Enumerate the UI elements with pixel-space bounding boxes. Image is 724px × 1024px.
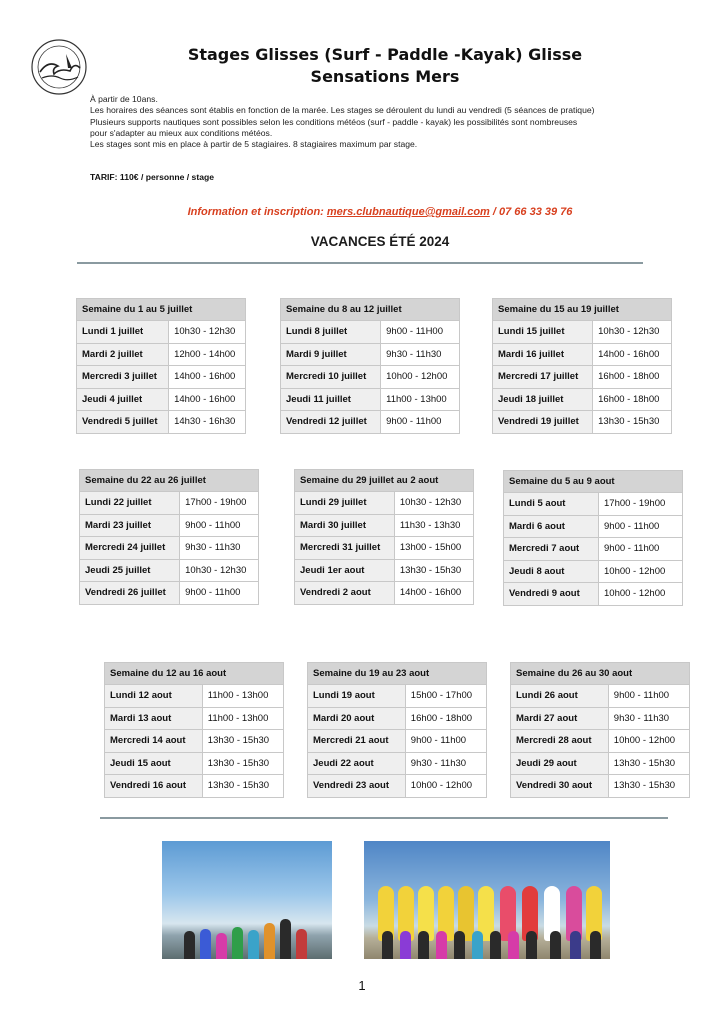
person-figure [400, 931, 411, 959]
day-cell: Vendredi 2 aout [295, 582, 395, 605]
table-row [80, 582, 259, 605]
table-row [493, 343, 672, 366]
week-title: Semaine du 12 au 16 aout [105, 663, 284, 685]
page-title [120, 44, 650, 88]
day-cell: Mercredi 21 aout [308, 730, 406, 753]
time-cell: 14h00 - 16h00 [169, 366, 246, 389]
table-row [511, 730, 690, 753]
person-figure [296, 929, 307, 959]
person-figure [454, 931, 465, 959]
time-cell: 16h00 - 18h00 [593, 388, 672, 411]
table-row [308, 685, 487, 708]
table-row [77, 411, 246, 434]
person-figure [264, 923, 275, 959]
week-title: Semaine du 15 au 19 juillet [493, 299, 672, 321]
day-cell: Jeudi 11 juillet [281, 388, 381, 411]
day-cell: Vendredi 30 aout [511, 775, 609, 798]
person-figure [382, 931, 393, 959]
time-cell: 10h00 - 12h00 [599, 583, 683, 606]
table-row [80, 492, 259, 515]
person-figure [184, 931, 195, 959]
time-cell: 12h00 - 14h00 [169, 343, 246, 366]
time-cell: 9h30 - 11h30 [608, 707, 689, 730]
day-cell: Lundi 1 juillet [77, 321, 169, 344]
table-row [308, 707, 487, 730]
time-cell: 10h30 - 12h30 [593, 321, 672, 344]
person-figure [508, 931, 519, 959]
day-cell: Vendredi 19 juillet [493, 411, 593, 434]
day-cell: Mardi 2 juillet [77, 343, 169, 366]
time-cell: 11h00 - 13h00 [202, 707, 283, 730]
time-cell: 9h30 - 11h30 [381, 343, 460, 366]
table-row [80, 559, 259, 582]
week-table [104, 662, 284, 798]
time-cell: 9h00 - 11h00 [180, 582, 259, 605]
day-cell: Lundi 5 aout [504, 493, 599, 516]
person-figure [526, 931, 537, 959]
day-cell: Mercredi 14 aout [105, 730, 203, 753]
time-cell: 10h30 - 12h30 [180, 559, 259, 582]
day-cell: Vendredi 9 aout [504, 583, 599, 606]
week-table [492, 298, 672, 434]
time-cell: 13h00 - 15h00 [394, 537, 473, 560]
day-cell: Mardi 27 aout [511, 707, 609, 730]
table-row [105, 685, 284, 708]
table-row [281, 343, 460, 366]
day-cell: Mercredi 24 juillet [80, 537, 180, 560]
person-figure [550, 931, 561, 959]
day-cell: Jeudi 15 aout [105, 752, 203, 775]
person-figure [216, 933, 227, 959]
intro-line: Les horaires des séances sont établis en fonction de la marée. Les stages se déroulent du lundi au vendredi (5 séances de pratique) [90, 105, 595, 116]
time-cell: 13h30 - 15h30 [608, 775, 689, 798]
table-row [295, 582, 474, 605]
person-figure [280, 919, 291, 959]
time-cell: 13h30 - 15h30 [202, 752, 283, 775]
table-row [295, 559, 474, 582]
table-row [504, 538, 683, 561]
table-row [295, 492, 474, 515]
day-cell: Mercredi 28 aout [511, 730, 609, 753]
time-cell: 14h00 - 16h00 [593, 343, 672, 366]
time-cell: 16h00 - 18h00 [593, 366, 672, 389]
day-cell: Vendredi 23 aout [308, 775, 406, 798]
day-cell: Mardi 20 aout [308, 707, 406, 730]
table-row [105, 707, 284, 730]
day-cell: Vendredi 16 aout [105, 775, 203, 798]
time-cell: 13h30 - 15h30 [593, 411, 672, 434]
person-figure [418, 931, 429, 959]
time-cell: 15h00 - 17h00 [405, 685, 486, 708]
table-row [77, 343, 246, 366]
table-row [308, 730, 487, 753]
intro-line: À partir de 10ans. [90, 94, 158, 104]
day-cell: Lundi 15 juillet [493, 321, 593, 344]
table-row [105, 752, 284, 775]
day-cell: Lundi 26 aout [511, 685, 609, 708]
day-cell: Jeudi 4 juillet [77, 388, 169, 411]
day-cell: Mardi 30 juillet [295, 514, 395, 537]
table-row [511, 707, 690, 730]
week-table [510, 662, 690, 798]
table-row [281, 321, 460, 344]
time-cell: 10h30 - 12h30 [169, 321, 246, 344]
table-row [80, 514, 259, 537]
week-table [503, 470, 683, 606]
time-cell: 10h30 - 12h30 [394, 492, 473, 515]
day-cell: Jeudi 22 aout [308, 752, 406, 775]
title-line-1: Stages Glisses (Surf - Paddle -Kayak) Glisse [187, 45, 583, 64]
time-cell: 11h30 - 13h30 [394, 514, 473, 537]
person-figure [436, 931, 447, 959]
day-cell: Jeudi 18 juillet [493, 388, 593, 411]
time-cell: 14h30 - 16h30 [169, 411, 246, 434]
week-title: Semaine du 5 au 9 aout [504, 471, 683, 493]
table-row [77, 388, 246, 411]
day-cell: Mardi 13 aout [105, 707, 203, 730]
divider [100, 817, 668, 819]
day-cell: Vendredi 12 juillet [281, 411, 381, 434]
day-cell: Vendredi 26 juillet [80, 582, 180, 605]
time-cell: 9h00 - 11h00 [599, 538, 683, 561]
season-title: VACANCES ÉTÉ 2024 [310, 234, 450, 249]
person-figure [570, 931, 581, 959]
time-cell: 11h00 - 13h00 [381, 388, 460, 411]
time-cell: 10h00 - 12h00 [405, 775, 486, 798]
info-prefix: Information et inscription: [187, 206, 327, 218]
table-row [504, 515, 683, 538]
intro-line: pour s'adapter au mieux aux conditions météos. [90, 127, 273, 138]
table-row [493, 366, 672, 389]
table-row [281, 411, 460, 434]
week-table [280, 298, 460, 434]
time-cell: 13h30 - 15h30 [394, 559, 473, 582]
week-table [307, 662, 487, 798]
person-figure [248, 930, 259, 959]
week-title: Semaine du 1 au 5 juillet [77, 299, 246, 321]
time-cell: 9h00 - 11h00 [608, 685, 689, 708]
time-cell: 10h00 - 12h00 [599, 560, 683, 583]
person-figure [490, 931, 501, 959]
day-cell: Mardi 23 juillet [80, 514, 180, 537]
day-cell: Lundi 12 aout [105, 685, 203, 708]
time-cell: 13h30 - 15h30 [202, 730, 283, 753]
time-cell: 9h00 - 11h00 [381, 411, 460, 434]
table-row [504, 583, 683, 606]
week-title: Semaine du 26 au 30 aout [511, 663, 690, 685]
day-cell: Mercredi 17 juillet [493, 366, 593, 389]
tarif-text: TARIF: 110€ / personne / stage [90, 172, 215, 182]
day-cell: Jeudi 1er aout [295, 559, 395, 582]
table-row [295, 514, 474, 537]
week-table [79, 469, 259, 605]
intro-text [90, 94, 690, 150]
day-cell: Jeudi 8 aout [504, 560, 599, 583]
day-cell: Jeudi 29 aout [511, 752, 609, 775]
week-table [76, 298, 246, 434]
table-row [77, 366, 246, 389]
intro-line: Plusieurs supports nautiques sont possibles selon les conditions météos (surf - paddle - kayak) les possibilités sont nombreuses [90, 116, 578, 127]
table-row [308, 775, 487, 798]
intro-line: Les stages sont mis en place à partir de 5 stagiaires. 8 stagiaires maximum par stage. [90, 139, 418, 150]
time-cell: 14h00 - 16h00 [169, 388, 246, 411]
table-row [295, 537, 474, 560]
day-cell: Lundi 29 juillet [295, 492, 395, 515]
time-cell: 14h00 - 16h00 [394, 582, 473, 605]
week-table [294, 469, 474, 605]
table-row [493, 321, 672, 344]
table-row [493, 388, 672, 411]
table-row [511, 775, 690, 798]
time-cell: 9h30 - 11h30 [180, 537, 259, 560]
time-cell: 9h00 - 11h00 [180, 514, 259, 537]
club-logo [30, 38, 88, 96]
day-cell: Vendredi 5 juillet [77, 411, 169, 434]
divider [77, 262, 643, 264]
time-cell: 9h00 - 11H00 [381, 321, 460, 344]
time-cell: 10h00 - 12h00 [608, 730, 689, 753]
page-number: 1 [358, 978, 366, 993]
day-cell: Mardi 6 aout [504, 515, 599, 538]
day-cell: Mercredi 3 juillet [77, 366, 169, 389]
day-cell: Lundi 22 juillet [80, 492, 180, 515]
day-cell: Jeudi 25 juillet [80, 559, 180, 582]
week-title: Semaine du 8 au 12 juillet [281, 299, 460, 321]
time-cell: 16h00 - 18h00 [405, 707, 486, 730]
table-row [504, 560, 683, 583]
day-cell: Mercredi 31 juillet [295, 537, 395, 560]
time-cell: 13h30 - 15h30 [608, 752, 689, 775]
table-row [281, 366, 460, 389]
time-cell: 9h00 - 11h00 [599, 515, 683, 538]
time-cell: 17h00 - 19h00 [599, 493, 683, 516]
time-cell: 13h30 - 15h30 [202, 775, 283, 798]
person-figure [472, 931, 483, 959]
table-row [504, 493, 683, 516]
table-row [77, 321, 246, 344]
person-figure [232, 927, 243, 959]
day-cell: Lundi 19 aout [308, 685, 406, 708]
info-phone: / 07 66 33 39 76 [489, 206, 573, 218]
group-photo-beach [162, 841, 332, 959]
table-row [511, 752, 690, 775]
title-line-2: Sensations Mers [310, 67, 460, 86]
day-cell: Mercredi 7 aout [504, 538, 599, 561]
week-title: Semaine du 19 au 23 aout [308, 663, 487, 685]
time-cell: 9h00 - 11h00 [405, 730, 486, 753]
table-row [105, 775, 284, 798]
email-link[interactable]: mers.clubnautique@gmail.com [326, 206, 490, 218]
table-row [511, 685, 690, 708]
day-cell: Mercredi 10 juillet [281, 366, 381, 389]
person-figure [200, 929, 211, 959]
table-row [281, 388, 460, 411]
group-photo-surfboards [364, 841, 610, 959]
day-cell: Mardi 16 juillet [493, 343, 593, 366]
week-title: Semaine du 29 juillet au 2 aout [295, 470, 474, 492]
time-cell: 9h30 - 11h30 [405, 752, 486, 775]
week-title: Semaine du 22 au 26 juillet [80, 470, 259, 492]
time-cell: 10h00 - 12h00 [381, 366, 460, 389]
table-row [308, 752, 487, 775]
person-figure [590, 931, 601, 959]
info-line [0, 206, 724, 218]
table-row [493, 411, 672, 434]
time-cell: 17h00 - 19h00 [180, 492, 259, 515]
table-row [105, 730, 284, 753]
table-row [80, 537, 259, 560]
day-cell: Mardi 9 juillet [281, 343, 381, 366]
day-cell: Lundi 8 juillet [281, 321, 381, 344]
time-cell: 11h00 - 13h00 [202, 685, 283, 708]
